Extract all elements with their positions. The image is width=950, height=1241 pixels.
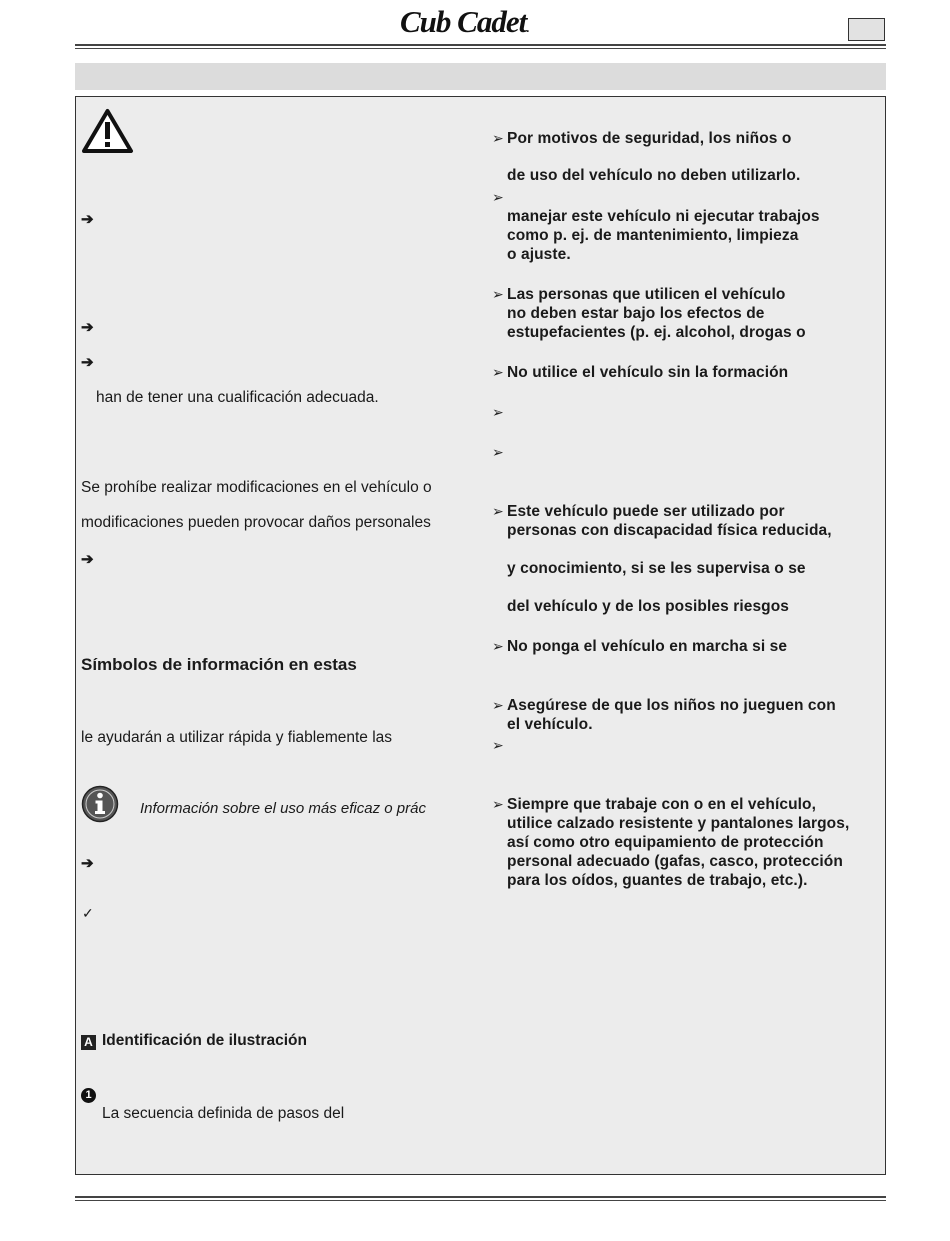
arrow-bullet-icon: ➔ [81,855,94,872]
right-text: Este vehículo puede ser utilizado por [507,503,785,520]
chevron-bullet-icon: ➢ [492,503,504,519]
modifications-text: Se prohíbe realizar modificaciones en el vehículo o [81,479,432,496]
chevron-bullet-icon: ➢ [492,697,504,713]
right-text: personas con discapacidad física reducida, [507,522,832,539]
step-text: La secuencia definida de pasos del [102,1105,345,1122]
header-rule [75,44,886,46]
right-text: manejar este vehículo ni ejecutar trabajos [507,208,820,225]
right-text: No utilice el vehículo sin la formación [507,364,789,381]
arrow-bullet-icon: ➔ [81,354,94,371]
info-circle-icon [81,785,119,823]
qualification-text: han de tener una cualificación adecuada. [96,389,379,406]
section-title-band [75,63,886,90]
chevron-bullet-icon: ➢ [492,638,504,654]
brand-logo-mark: . [526,21,529,35]
chevron-bullet-icon: ➢ [492,286,504,302]
footer-rule [75,1196,886,1198]
right-text: como p. ej. de mantenimiento, limpieza [507,227,799,244]
right-text: estupefacientes (p. ej. alcohol, drogas o [507,324,806,341]
arrow-bullet-icon: ➔ [81,319,94,336]
figure-marker-icon: A [81,1035,96,1050]
check-icon: ✓ [82,905,94,921]
chevron-bullet-icon: ➢ [492,737,504,753]
chevron-bullet-icon: ➢ [492,404,504,420]
warning-triangle-icon [81,108,134,154]
right-text: el vehículo. [507,716,593,733]
right-text: no deben estar bajo los efectos de [507,305,765,322]
right-text: o ajuste. [507,246,571,263]
right-text: Las personas que utilicen el vehículo [507,286,786,303]
chevron-bullet-icon: ➢ [492,364,504,380]
modifications-text-2: modificaciones pueden provocar daños personales [81,514,431,531]
right-text: del vehículo y de los posibles riesgos [507,598,790,615]
chevron-bullet-icon: ➢ [492,796,504,812]
chevron-bullet-icon: ➢ [492,189,504,205]
brand-logo [400,4,528,40]
right-text: utilice calzado resistente y pantalones largos, [507,815,850,832]
footer-rule-thin [75,1200,886,1201]
right-text: personal adecuado (gafas, casco, protección [507,853,843,870]
info-text: Información sobre el uso más eficaz o prác [140,800,426,817]
brand-logo-text: Cub Cadet [400,4,527,39]
right-text: Por motivos de seguridad, los niños o [507,130,792,147]
header-rule-thin [75,48,886,49]
arrow-bullet-icon: ➔ [81,211,94,228]
right-text: de uso del vehículo no deben utilizarlo. [507,167,801,184]
symbols-text: le ayudarán a utilizar rápida y fiablemente las [81,729,393,746]
right-text: así como otro equipamiento de protección [507,834,824,851]
right-text: para los oídos, guantes de trabajo, etc.). [507,872,808,889]
right-text: Siempre que trabaje con o en el vehículo, [507,796,817,813]
arrow-bullet-icon: ➔ [81,551,94,568]
right-text: No ponga el vehículo en marcha si se [507,638,788,655]
step-number-icon: 1 [81,1088,96,1103]
right-text: Asegúrese de que los niños no jueguen con [507,697,836,714]
symbols-heading: Símbolos de información en estas [81,655,357,674]
page-number-box [848,18,885,41]
content-panel [75,96,886,1175]
right-text: y conocimiento, si se les supervisa o se [507,560,806,577]
chevron-bullet-icon: ➢ [492,444,504,460]
figure-heading: Identificación de ilustración [102,1032,307,1049]
chevron-bullet-icon: ➢ [492,130,504,146]
